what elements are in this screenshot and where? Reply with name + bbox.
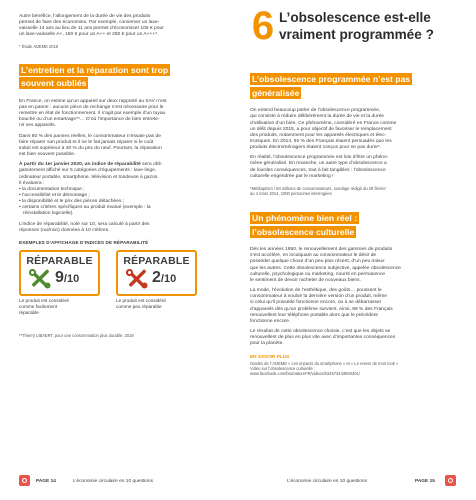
list-item: réinstallation logicielle). <box>23 211 74 217</box>
body-line: gatoirement affiché sur 5 catégories d’équipements : lave-linge, <box>19 168 157 174</box>
intro-line: Autre bénéfice, l’allongement de la durée de vie des produits <box>19 14 151 19</box>
body-line: renouvellent de plus en plus vite avec d’importantes conséquences <box>250 335 396 341</box>
list-item: • la disponibilité et le prix des pièces détachées ; <box>19 199 125 205</box>
page-number-right: PAGE 15 <box>415 479 435 484</box>
body-line: bouché ou d’un entartrage**… D’où l’importance de bien entrete- <box>19 117 160 123</box>
body-line: Le résultat de cette obsolescence choisie, c’est que les objets se <box>250 328 391 334</box>
body-line: d’appareils dès qu’un problème survient. Ainsi, 88 % des Français <box>250 306 393 312</box>
wrench-screwdriver-icon <box>126 269 148 289</box>
learn-more-title: EN SAVOIR PLUS <box>250 354 290 360</box>
body-line: consommateur à vouloir la dernière version d’un produit, même <box>250 294 388 300</box>
repairability-card-high <box>19 250 100 296</box>
repair-index-intro: À partir du 1er janvier 2020, un indice de réparabilité sera obli- <box>19 162 163 168</box>
body-line: s’est accéléré, en inculquant au consommateur le désir de <box>250 253 377 259</box>
intro-line: permet de faire des économies. Par exemple, conserver un lave- <box>19 20 160 26</box>
repairability-card-low <box>116 250 197 296</box>
page-number-left: PAGE 14 <box>36 479 56 484</box>
examples-title: EXEMPLES D’AFFICHAGE D’INDICES DE RÉPARABILITÉ <box>19 239 149 245</box>
footer-title-left: L’économie circulaire en 10 questions <box>73 479 153 484</box>
body-line: Dans 60 % des pannes réelles, le consommateur n’essaie pas de <box>19 133 161 139</box>
body-line: fonctionne encore. <box>250 318 291 324</box>
intro-line: vaisselle 14 ans au lieu de 11 ans permet d’économiser 105 € pour <box>19 26 164 32</box>
body-line: culturelle, psychologique ou marketing, nourrit en permanence <box>250 271 386 277</box>
body-line: ordinateur portable, smartphone, télévision et tondeuse à gazon. <box>19 174 159 180</box>
body-line: réponses (oui/non) données à 10 critères. <box>19 227 110 233</box>
body-line: induit est supérieur à 30 % du prix du neuf. Pourtant, la réparation <box>19 145 162 151</box>
section-title-cultural: Un phénomène bien réel : l’obsolescence culturelle <box>252 212 358 237</box>
card-label: RÉPARABLE <box>26 255 93 268</box>
body-line: La mode, l’évolution de l’esthétique, des goûts… poussent le <box>250 288 382 294</box>
body-line: culturelle engendrée par le marketing ! <box>250 173 334 179</box>
list-item: • la documentation technique ; <box>19 186 85 192</box>
right-footnote: au 4 mars 2014, 1000 personnes interrogées <box>250 190 332 196</box>
video-link[interactable]: www.facebook.com/brutnatureFR/videos/534573443693301/ <box>250 370 360 376</box>
body-line: posséder quelque chose d’un peu plus récent, d’un peu mieux <box>250 259 385 265</box>
body-line: nir ses appareils. <box>19 123 56 129</box>
list-item: • certains critères spécifiques au produit évalué (exemple : la <box>19 205 151 211</box>
repairability-examples <box>19 250 221 330</box>
card-score: 9/10 <box>55 269 80 287</box>
body-line: le sentiment de devoir racheter de nouveaux biens. <box>250 277 361 283</box>
body-line: un délit depuis 2015, a pour objectif de favoriser le remplacement <box>250 126 392 132</box>
learn-more-line: Vidéo sur l’obsolescence culturelle : <box>250 365 316 371</box>
body-line: d’utilisation d’un bien. Ce phénomène, considéré en France comme <box>250 120 397 126</box>
page-title: L’obsolescence est-elle vraiment programmée ? <box>279 10 434 42</box>
body-line: troniques. En 2014, 92 % des Français étaient persuadés que les <box>250 138 392 144</box>
chapter-number <box>250 6 276 46</box>
body-line: Il évaluera : <box>19 180 45 186</box>
body-line: qui consiste à réduire délibérément la durée de vie et la durée <box>250 114 385 120</box>
body-line: pas en panne : aucune pièce de rechange n’est nécessaire pour le <box>19 104 164 110</box>
left-footnote: **Thierry LIBAERT, pour une consommation plus durable, 2018 <box>19 333 134 339</box>
body-line: Dès les années 1950, le renouvellement des gammes de produits <box>250 247 393 253</box>
card-label: RÉPARABLE <box>123 255 190 268</box>
body-line: si celui qu’il possède fonctionne encore, ou à se débarrasser <box>250 300 382 306</box>
publisher-logo-icon <box>445 475 456 486</box>
right-column <box>250 72 456 376</box>
body-line: renouvellent leur téléphone portable alors que le précédent <box>250 312 378 318</box>
body-line: En réalité, l’obsolescence programmée est loin d’être un phéno- <box>250 155 389 161</box>
wrench-screwdriver-icon <box>29 269 51 289</box>
body-line: On entend beaucoup parler de l’obsolescence programmée, <box>250 108 381 114</box>
body-line: de lourdes conséquences, tout à fait tangibles : l’obsolescence <box>250 167 386 173</box>
card-caption: Le produit est considéré comme peu réparable <box>116 298 167 309</box>
right-footnote: *Médiaprism / 60 millions de consommateurs, sondage rédigé du 28 février <box>250 185 386 191</box>
body-line: des produits, notamment pour les appareils électriques et élec- <box>250 132 387 138</box>
body-line: remettre en état de fonctionnement. Il s’agit par exemple d’un tuyau <box>19 111 166 117</box>
intro-footnote: * Étude ADEME 2018 <box>19 43 59 49</box>
body-line: mène généralisé. En revanche, un autre type d’obsolescence a <box>250 161 387 167</box>
card-caption: Le produit est considéré comme facilement réparable <box>19 298 70 315</box>
footer-title-right: L’économie circulaire en 10 questions <box>287 479 367 484</box>
body-line: pour la planète. <box>250 341 284 347</box>
criteria-list <box>19 187 221 218</box>
repair-index-date: À partir du 1er janvier 2020, un indice de réparabilité <box>19 162 141 168</box>
list-item: • l’accessibilité et le démontage ; <box>19 193 90 198</box>
section-title-obsolescence: L’obsolescence programmée n’est pas généralisée <box>252 74 411 98</box>
body-line: L’indice de réparabilité, noté sur 10, sera calculé à partir des <box>19 221 150 227</box>
body-line: En France, on estime qu’un appareil sur deux rapporté au SAV n’est <box>19 98 167 104</box>
card-score: 2/10 <box>152 269 177 287</box>
section-title-maintenance: L’entretien et la réparation sont trop souvent oubliés <box>21 64 169 89</box>
page-footer <box>0 470 476 492</box>
svg-text:6: 6 <box>251 6 275 46</box>
body-line: faire réparer son produit et il ne le fait jamais réparer si le coût <box>19 139 154 145</box>
intro-line: un lave-vaisselle A+, 150 € pour un A++ et 250 € pour un A+++*. <box>19 32 159 38</box>
body-line: produits électroménagers étaient conçus pour ne pas durer*. <box>250 145 382 151</box>
publisher-logo-icon <box>19 475 30 486</box>
learn-more-line: Guides de l’ ADEME « Les impacts du smartphone » et « Le revers de mon look » <box>250 360 399 366</box>
body-line: que les autres. Cette obsolescence subjective, appelée obsolescence <box>250 265 401 271</box>
left-column <box>19 0 221 338</box>
body-line: est bien souvent possible. <box>19 152 76 158</box>
